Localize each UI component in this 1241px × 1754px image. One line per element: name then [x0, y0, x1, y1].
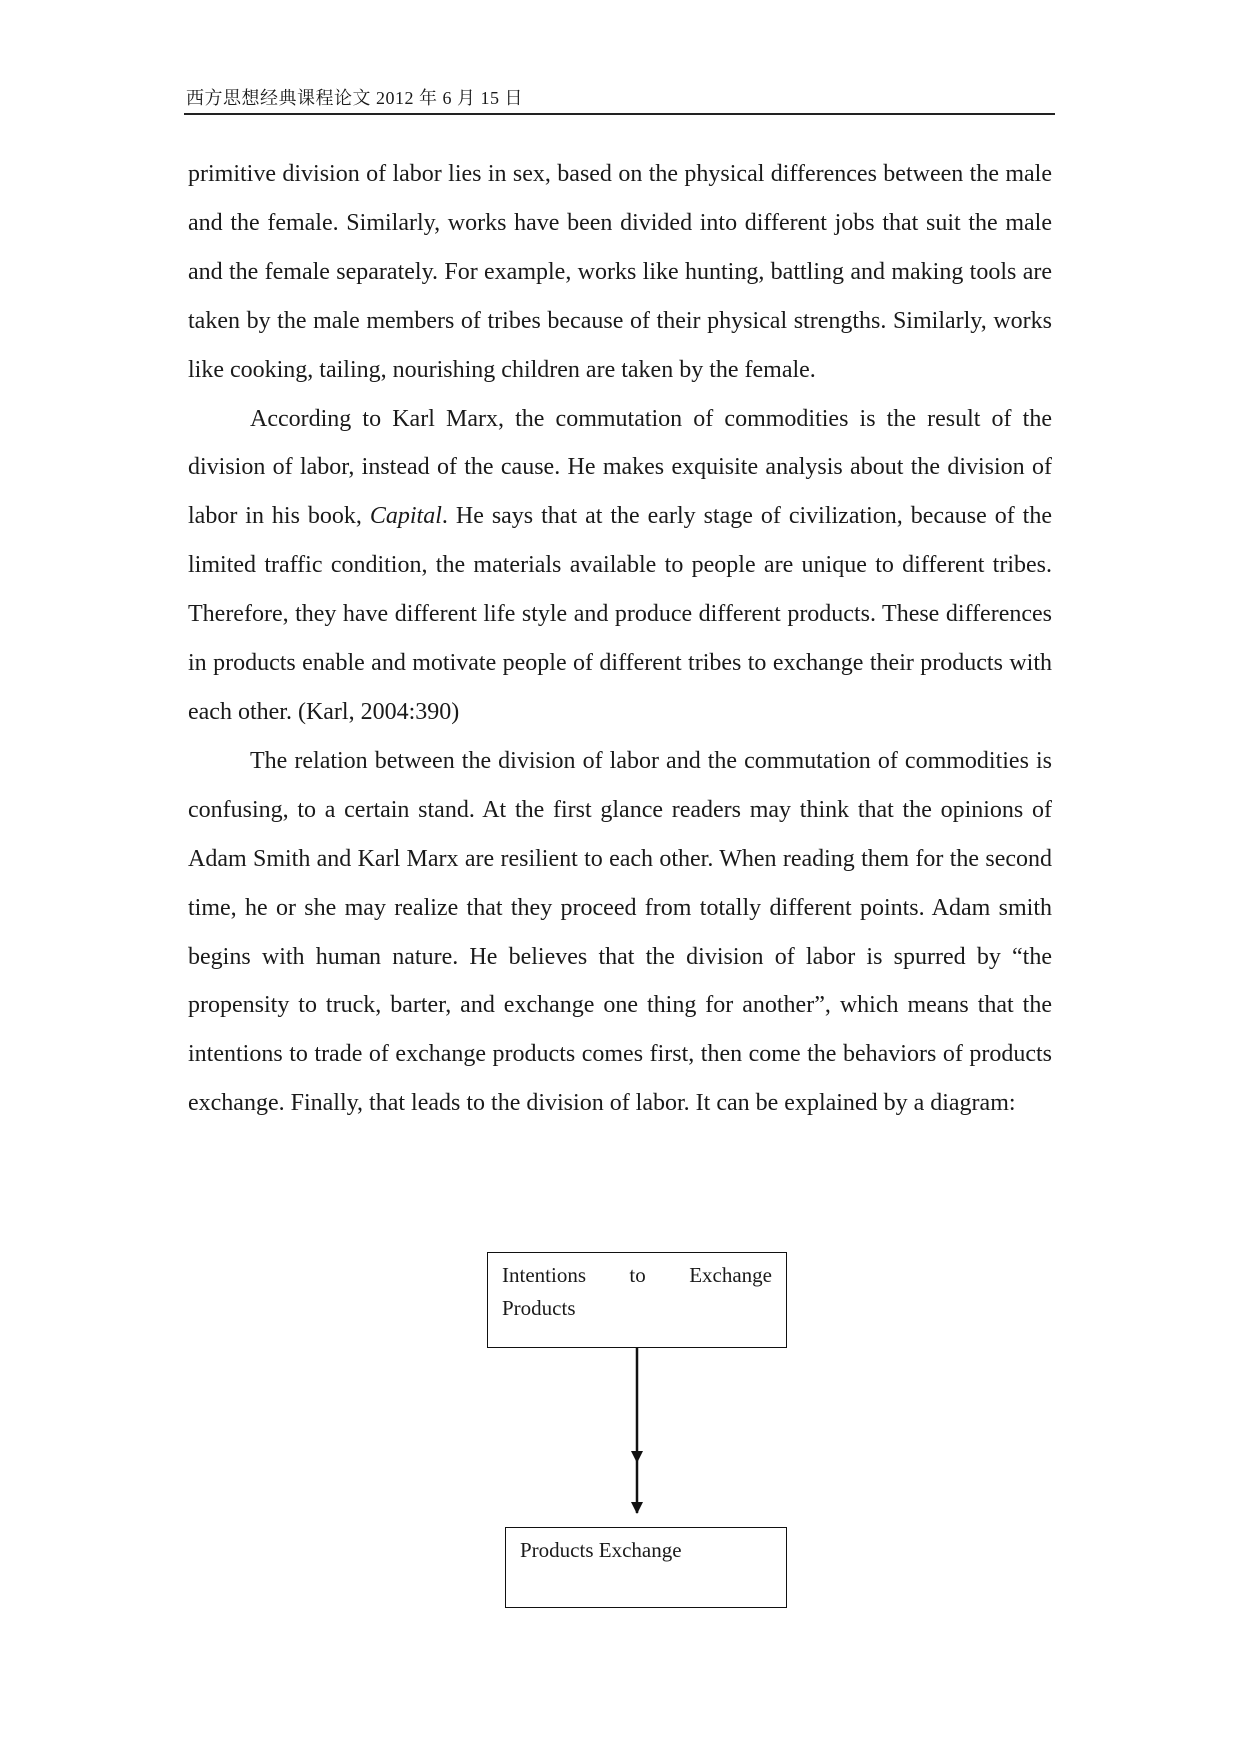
paragraph-2-end: . He says that at the early stage of civilization, because of the limited traffic condition, the materials available to people are unique to different tribes. Therefore, they have different life style and produce different products. These differences in products enable and motivate people of different tribes to exchange their products with each other. (Karl, 2004:390): [188, 503, 1052, 725]
paragraph-3: The relation between the division of labor and the commutation of commodities is confusing, to a certain stand. At the first glance readers may think that the opinions of Adam Smith and Karl Marx are resilient to each other. When reading them for the second time, he or she may realize that they proceed from totally different points. Adam smith begins with human nature. He believes that the division of labor is spurred by “the propensity to truck, barter, and exchange one thing for another”, which means that the intentions to trade of exchange products comes first, then come the behaviors of products exchange. Finally, that leads to the division of labor. It can be explained by a diagram:: [188, 747, 1052, 1117]
diagram-box-intentions: Intentions to Exchange Products: [487, 1252, 787, 1348]
arrow-head-mid: [631, 1451, 643, 1463]
arrow-head-end: [631, 1502, 643, 1514]
diagram-box-products-exchange: Products Exchange: [505, 1527, 787, 1608]
book-title: Capital: [369, 503, 442, 530]
paragraph-1: primitive division of labor lies in sex, based on the physical differences between the male and the female. Similarly, works have been divided into different jobs that suit the male and the female separately. For example, works like hunting, battling and making tools are taken by the male members of tribes because of their physical strengths. Similarly, works like cooking, tailing, nourishing children are taken by the female.: [188, 161, 1052, 383]
paragraph-2-start: According to Karl Marx, the commutation of commodities is the result of the division of labor, instead of the cause. He makes exquisite analysis about the division of labor in his book,: [188, 405, 1052, 530]
page-header: 西方思想经典课程论文 2012 年 6 月 15 日: [186, 88, 523, 108]
